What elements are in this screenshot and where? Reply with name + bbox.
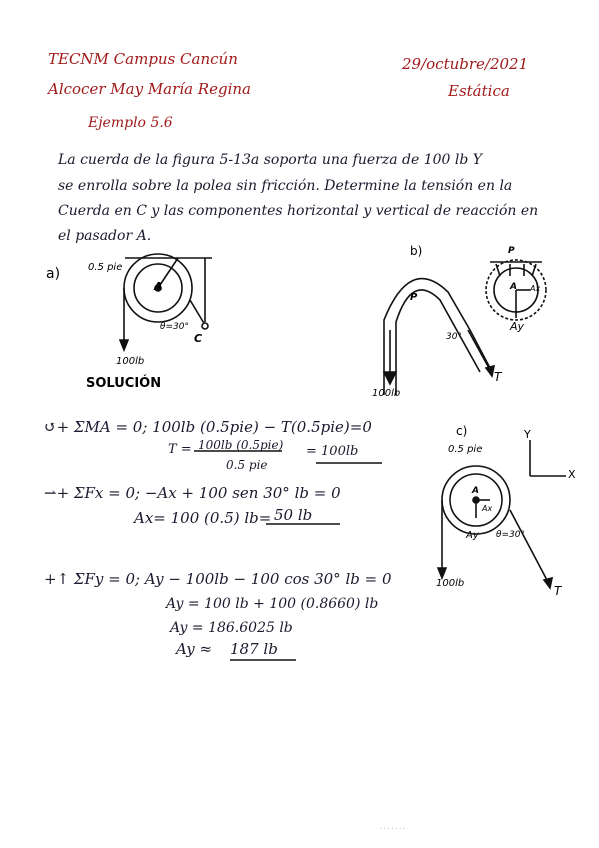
fig-b-pin: A [510,282,517,292]
date: 29/octubre/2021 [402,55,529,73]
t-numerator: 100lb (0.5pie) [198,438,284,452]
fig-c-ay: Ay [466,530,479,541]
fig-b-load: 100lb [372,388,401,399]
t-denominator: 0.5 pie [226,458,268,472]
fig-a-point-c: C [194,332,203,345]
fig-b-tension: T [494,370,502,384]
ay-prefix: Ay ≈ [176,640,213,658]
problem-line-1: La cuerda de la figura 5-13a soporta una fuerza de 100 lb Y [58,152,483,168]
fig-b-p: P [410,292,418,303]
fig-b-ay: Ay [510,320,525,333]
fig-a-point-a: A [154,280,163,293]
solution-heading: SOLUCIÓN [86,376,162,391]
student-name: Alcocer May María Regina [48,80,251,98]
t-prefix: T = [168,442,192,457]
fig-c-x-axis: X [568,468,576,481]
ax-result: 50 lb [274,506,313,524]
fig-a-load: 100lb [116,356,145,367]
fig-c-load: 100lb [436,578,465,589]
example-title: Ejemplo 5.6 [88,115,173,131]
t-result: = 100lb [306,444,359,459]
fig-c-point-a: A [472,486,479,496]
ay-line-1: Ay = 100 lb + 100 (0.8660) lb [166,596,379,612]
problem-line-3: Cuerda en C y las componentes horizontal y vertical de reacción en [58,203,539,219]
ay-line-2: Ay = 186.6025 lb [170,620,293,636]
fig-c-angle: θ=30° [496,530,525,540]
fig-a-tag: a) [46,266,61,282]
school-name: TECNM Campus Cancún [48,50,238,68]
fig-b-p-small: P [508,246,515,256]
fig-a-angle: θ=30° [160,322,189,332]
fig-c-ax: Ax [482,504,493,513]
fig-b-angle: 30° [446,332,462,342]
moment-equation: ↺+ ΣMA = 0; 100lb (0.5pie) − T(0.5pie)=0 [44,418,372,436]
fig-c-y-axis: Y [524,428,531,441]
problem-line-4: el pasador A. [58,228,152,244]
fig-c-radius: 0.5 pie [448,444,483,455]
footer-text: · · · · · · · [380,826,405,833]
figure-c [438,440,566,588]
fig-a-radius: 0.5 pie [88,262,123,273]
fig-c-tag: c) [456,424,468,438]
subject: Estática [448,82,510,100]
ay-result: 187 lb [230,640,278,658]
fy-equation: +↑ ΣFy = 0; Ay − 100lb − 100 cos 30° lb = 0 [44,570,392,588]
problem-line-2: se enrolla sobre la polea sin fricción. Determine la tensión en la [58,178,513,194]
fig-b-tag: b) [410,244,423,258]
ax-prefix: Ax= 100 (0.5) lb= [134,509,272,527]
fig-c-tension: T [554,584,562,598]
fx-equation: ⇀+ ΣFx = 0; −Ax + 100 sen 30° lb = 0 [44,484,341,502]
fig-b-ax: Ax [530,284,541,293]
